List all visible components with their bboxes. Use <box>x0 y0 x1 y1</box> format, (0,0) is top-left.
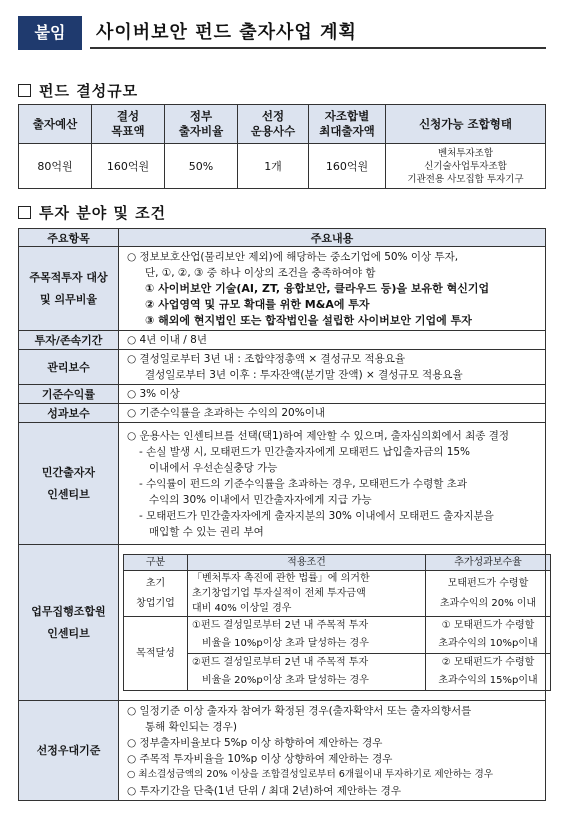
max-investment-cell: 160억원 <box>309 144 386 189</box>
content-line: ③ 해외에 현지법인 또는 합작법인을 설립한 사이버보안 기업에 투자 <box>145 313 472 327</box>
row-label: 투자/존속기간 <box>19 331 119 350</box>
content-line: ○ 일정기준 이상 출자자 참여가 확정된 경우(출자확약서 또는 출자의향서를 <box>127 704 472 717</box>
content-line: ○ 기준수익률을 초과하는 수익의 20%이내 <box>127 407 325 419</box>
table-row <box>19 701 546 801</box>
content-line: - 수익률이 펀드의 기준수익률을 초과하는 경우, 모태펀드가 수령할 초과 <box>139 477 467 490</box>
row-content <box>119 701 546 801</box>
condition-line: 「벤처투자 촉진에 관한 법률」에 의거한 <box>192 573 370 584</box>
condition-line: 초기창업기업 투자실적이 전체 투자금액 <box>192 588 366 599</box>
reward-line: 초과수익의 10%p이내 <box>438 638 538 649</box>
condition-line: ②펀드 결성일로부터 2년 내 주목적 투자 <box>192 657 369 668</box>
content-line: ○ 정부출자비율보다 5%p 이상 하향하여 제안하는 경우 <box>127 736 383 749</box>
condition-line: ①펀드 결성일로부터 2년 내 주목적 투자 <box>192 620 369 631</box>
condition-cell <box>188 571 426 617</box>
content-line: ○ 최소결성금액의 20% 이상을 조합결성일로부터 6개월이내 투자하기로 제안하는 경우 <box>127 768 494 780</box>
table-row <box>19 247 546 331</box>
sub-header: 추가성과보수율 <box>426 555 551 571</box>
investment-terms-table <box>18 228 546 801</box>
header-cell: 선정 운용사수 <box>238 105 309 144</box>
title-bar <box>18 16 546 50</box>
checkbox-square-icon <box>18 206 31 219</box>
column-header-item: 주요항목 <box>19 229 119 247</box>
section-heading-investment <box>18 202 166 223</box>
content-line: 통해 확인되는 경우) <box>145 720 237 733</box>
table-header-row <box>19 105 546 144</box>
header-cell: 정부 출자비율 <box>165 105 238 144</box>
checkbox-square-icon <box>18 84 31 97</box>
fund-type: 기관전용 사모집합 투자기구 <box>407 173 524 185</box>
sub-header: 적용조건 <box>188 555 426 571</box>
row-label: 관리보수 <box>19 350 119 385</box>
content-line: - 손실 발생 시, 모태펀드가 민간출자자에게 모태펀드 납입출자금의 15% <box>139 445 471 458</box>
row-label: 선정우대기준 <box>19 701 119 801</box>
section-heading-fund-size <box>18 80 138 101</box>
title-underline <box>90 47 546 49</box>
content-line: - 모태펀드가 민간출자자에게 출자지분의 30% 이내에서 모태펀드 출자지분을 <box>139 509 494 522</box>
content-line: ○ 4년 이내 / 8년 <box>127 334 207 346</box>
content-line: ○ 운용사는 인센티브를 선택(택1)하여 제안할 수 있으며, 출자심의회에서 최종 결정 <box>127 429 509 442</box>
row-label: 성과보수 <box>19 404 119 423</box>
reward-line: 초과수익의 15%p이내 <box>438 675 538 686</box>
content-line: ○ 투자기간을 단축(1년 단위 / 최대 2년)하여 제안하는 경우 <box>127 784 401 797</box>
sub-header: 구분 <box>124 555 188 571</box>
header-cell: 출자예산 <box>19 105 92 144</box>
reward-line: 초과수익의 20% 이내 <box>439 597 537 609</box>
attachment-tag: 붙임 <box>18 16 82 50</box>
row-content <box>119 423 546 545</box>
fund-types-cell <box>386 144 546 189</box>
row-content <box>119 385 546 404</box>
header-cell: 신청가능 조합형태 <box>386 105 546 144</box>
page-title: 사이버보안 펀드 출자사업 계획 <box>96 22 357 43</box>
fund-type: 신기술사업투자조합 <box>424 160 507 172</box>
gp-incentive-table <box>123 554 551 691</box>
condition-line: 비율을 20%p이상 초과 달성하는 경우 <box>202 675 369 686</box>
table-row <box>19 331 546 350</box>
content-line: 결성일로부터 3년 이후 : 투자잔액(분기말 잔액) × 결성규모 적용요율 <box>145 369 463 381</box>
content-line: ○ 3% 이상 <box>127 388 180 400</box>
content-line: 수익의 30% 이내에서 민간출자자에게 지급 가능 <box>149 493 372 506</box>
reward-cell <box>426 654 551 691</box>
row-content <box>119 545 546 701</box>
row-label: 민간출자자 인센티브 <box>19 423 119 545</box>
content-line: ② 사업영역 및 규모 확대를 위한 M&A에 투자 <box>145 297 370 311</box>
row-label: 기준수익률 <box>19 385 119 404</box>
condition-cell <box>188 617 426 654</box>
fund-size-table <box>18 104 546 189</box>
budget-cell: 80억원 <box>19 144 92 189</box>
row-content <box>119 331 546 350</box>
content-line: 매입할 수 있는 권리 부여 <box>149 525 264 538</box>
reward-cell <box>426 571 551 617</box>
header-cell: 결성 목표액 <box>92 105 165 144</box>
fund-type: 벤처투자조합 <box>437 147 494 159</box>
column-header-content: 주요내용 <box>119 229 546 247</box>
row-content <box>119 350 546 385</box>
condition-line: 비율을 10%p이상 초과 달성하는 경우 <box>202 638 369 649</box>
gov-ratio-cell: 50% <box>165 144 238 189</box>
reward-line: 모태펀드가 수령할 <box>447 577 529 589</box>
reward-line: ② 모태펀드가 수령할 <box>441 657 535 668</box>
row-content <box>119 404 546 423</box>
category-early-startup: 초기 창업기업 <box>124 571 188 617</box>
section-title: 펀드 결성규모 <box>39 82 139 100</box>
target-amount-cell: 160억원 <box>92 144 165 189</box>
row-content <box>119 247 546 331</box>
header-cell: 자조합별 최대출자액 <box>309 105 386 144</box>
content-line: ○ 정보보호산업(물리보안 제외)에 해당하는 중소기업에 50% 이상 투자, <box>127 250 459 263</box>
reward-cell <box>426 617 551 654</box>
condition-line: 대비 40% 이상일 경우 <box>192 603 292 614</box>
row-label: 업무집행조합원 인센티브 <box>19 545 119 701</box>
row-label: 주목적투자 대상 및 의무비율 <box>19 247 119 331</box>
table-row <box>19 404 546 423</box>
reward-line: ① 모태펀드가 수령할 <box>441 620 535 631</box>
content-line: ○ 결성일로부터 3년 내 : 조합약정총액 × 결성규모 적용요율 <box>127 353 406 365</box>
content-line: 단, ①, ②, ③ 중 하나 이상의 조건을 충족하여야 함 <box>145 266 376 279</box>
table-row <box>19 350 546 385</box>
category-target-achievement: 목적달성 <box>124 617 188 691</box>
table-row <box>19 385 546 404</box>
manager-count-cell: 1개 <box>238 144 309 189</box>
content-line: 이내에서 우선손실충당 가능 <box>149 461 278 474</box>
section-title: 투자 분야 및 조건 <box>39 204 167 222</box>
content-line: ○ 주목적 투자비율을 10%p 이상 상향하여 제안하는 경우 <box>127 752 393 765</box>
table-row <box>19 423 546 545</box>
table-row <box>19 545 546 701</box>
table-row <box>19 144 546 189</box>
condition-cell <box>188 654 426 691</box>
content-line: ① 사이버보안 기술(AI, ZT, 융합보안, 클라우드 등)을 보유한 혁신기업 <box>145 281 490 295</box>
